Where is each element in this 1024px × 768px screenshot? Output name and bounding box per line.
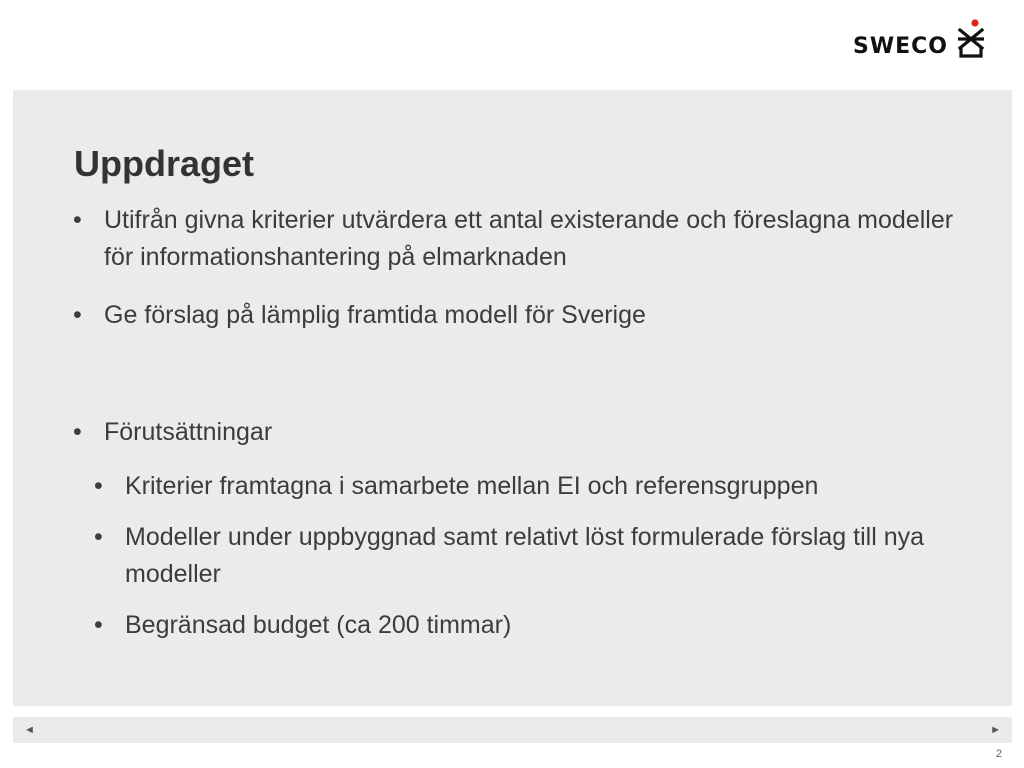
slide-navigation-bar xyxy=(13,717,1012,743)
sub-bullet-item: • Kriterier framtagna i samarbete mellan EI och referensgruppen xyxy=(92,468,971,505)
sub-bullet-item: • Modeller under uppbyggnad samt relativt löst formulerade förslag till nya modeller xyxy=(92,519,971,593)
page-number: 2 xyxy=(995,748,1002,760)
bullet-list xyxy=(71,202,971,644)
bullet-item: • Ge förslag på lämplig framtida modell för Sverige xyxy=(71,297,971,334)
sub-bullet-item: • Begränsad budget (ca 200 timmar) xyxy=(92,607,971,644)
sweco-logo-icon xyxy=(954,18,988,60)
previous-slide-button[interactable]: ◄ xyxy=(24,724,35,736)
bullet-item: • Förutsättningar xyxy=(71,414,971,451)
logo-text: SWECO xyxy=(853,34,948,59)
slide-title: Uppdraget xyxy=(74,143,254,184)
next-slide-button[interactable]: ► xyxy=(990,724,1001,736)
bullet-item: • Utifrån givna kriterier utvärdera ett antal existerande och föreslagna modeller för informationshantering på elmarknaden xyxy=(71,202,971,276)
sweco-logo xyxy=(853,18,988,60)
slide-content-panel xyxy=(13,90,1012,706)
